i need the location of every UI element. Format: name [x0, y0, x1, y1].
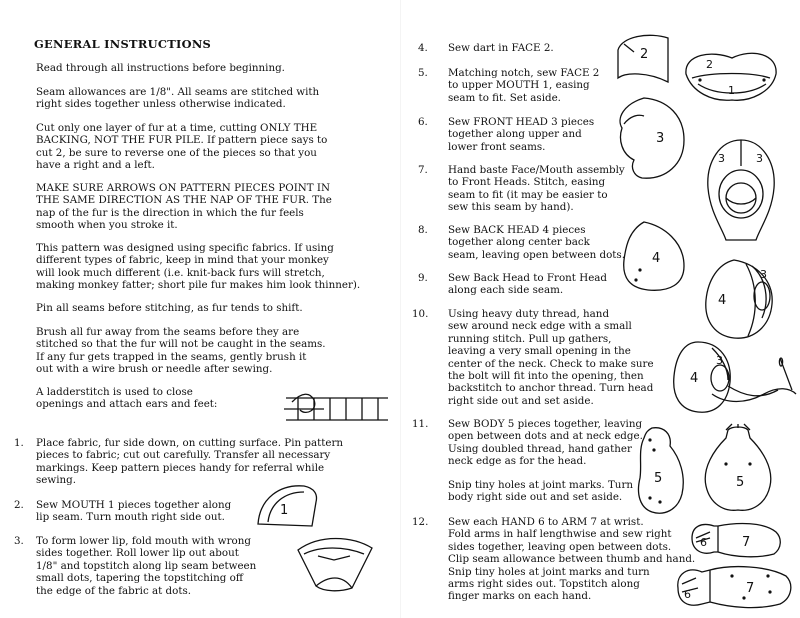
step-text: Sew BODY 5 pieces together, leaving open between dots and at neck edge. Using doubled thread, hand gather neck edge as for the head. — [448, 418, 643, 468]
back-head-label: 4 — [652, 251, 661, 266]
body-label-b: 5 — [736, 475, 745, 490]
joined-head-label-4: 4 — [718, 293, 727, 308]
hand-label-a: 6 — [700, 536, 707, 549]
step-number: 4. — [418, 42, 428, 54]
paragraph-read-through: Read through all instructions before beginning. — [36, 62, 285, 74]
step-number: 1. — [14, 437, 24, 449]
front-head-label: 3 — [656, 131, 665, 146]
step-number: 11. — [412, 418, 429, 430]
face-label: 2 — [640, 47, 649, 62]
hand-arm-figure-bottom — [672, 562, 794, 612]
step-number: 6. — [418, 116, 428, 128]
back-head-pattern-figure — [618, 218, 690, 294]
body-sewn-figure — [698, 424, 778, 514]
step-text: Sew MOUTH 1 pieces together along lip seam. Turn mouth right side out. — [36, 499, 232, 524]
step-text: Matching notch, sew FACE 2 to upper MOUTH 1, easing seam to fit. Set aside. — [448, 67, 600, 104]
mouth-pattern-figure — [254, 480, 320, 532]
page-heading: GENERAL INSTRUCTIONS — [34, 37, 212, 51]
mouth-fold-figure — [290, 530, 380, 598]
paragraph-ladderstitch: A ladderstitch is used to close openings and attach ears and feet: — [36, 386, 218, 411]
step-number: 2. — [14, 499, 24, 511]
step-number: 3. — [14, 535, 24, 547]
step-text: Sew dart in FACE 2. — [448, 42, 554, 54]
hand-arm-figure-top — [688, 518, 784, 560]
step-number: 8. — [418, 224, 428, 236]
paragraph-brush-fur: Brush all fur away from the seams before they are stitched so that the fur will not be caught in the seams. If any fur gets trapped in the seams, gently brush it out with a wire brush or needle after sewing. — [36, 326, 326, 376]
face-mouth-label-2: 2 — [706, 58, 713, 71]
step-text: Snip tiny holes at joint marks. Turn body right side out and set aside. — [448, 479, 633, 504]
paragraph-pin-seams: Pin all seams before stitching, as fur tends to shift. — [36, 302, 303, 314]
step-text: Sew BACK HEAD 4 pieces together along center back seam, leaving open between dots. — [448, 224, 625, 261]
step-text: To form lower lip, fold mouth with wrong sides together. Roll lower lip out about 1/8" and topstitch along lip seam between small dots, tapering the topstitching off the edge of the fabric at dots. — [36, 535, 257, 597]
step-text: Using heavy duty thread, hand sew around neck edge with a small running stitch. Pull up gathers, leaving a very small opening in the center of the neck. Check to make sure the bolt will fit into the opening, then backstitch to anchor thread. Turn head right side out and set aside. — [448, 308, 654, 407]
paragraph-fabrics: This pattern was designed using specific fabrics. If using different types of fabric, keep in mind that your monkey will look much different (i.e. knit-back furs will stretch, making monkey fatter; short pile fur makes him look thinner). — [36, 242, 361, 292]
joined-head-label-3: 3 — [760, 268, 767, 281]
front-head-pattern-figure — [614, 94, 688, 182]
assembly-label-3a: 3 — [718, 152, 725, 165]
step-number: 7. — [418, 164, 428, 176]
neck-label-3: 3 — [716, 354, 723, 367]
paragraph-seam-allowances: Seam allowances are 1/8". All seams are stitched with right sides together unless otherwise indicated. — [36, 86, 320, 111]
step-number: 5. — [418, 67, 428, 79]
step-number: 12. — [412, 516, 429, 528]
arm-label-a: 7 — [742, 535, 751, 550]
step-text: Sew each HAND 6 to ARM 7 at wrist. Fold arms in half lengthwise and sew right sides together, leaving open between dots. Clip seam allowance between thumb and hand. Snip tiny holes at joint marks and turn arms right sides out. Topstitch along finger marks on each hand. — [448, 516, 696, 603]
hand-label-b: 6 — [684, 588, 691, 601]
neck-label-4: 4 — [690, 371, 699, 386]
body-label-a: 5 — [654, 471, 663, 486]
step-text: Hand baste Face/Mouth assembly to Front Heads. Stitch, easing seam to fit (it may be easier to sew this seam by hand). — [448, 164, 625, 214]
face-mouth-label-1: 1 — [728, 84, 735, 97]
head-assembly-figure — [702, 136, 780, 252]
ladderstitch-diagram — [284, 386, 390, 432]
neck-gather-figure — [668, 334, 800, 418]
step-text: Sew FRONT HEAD 3 pieces together along upper and lower front seams. — [448, 116, 595, 153]
paragraph-arrows-nap: MAKE SURE ARROWS ON PATTERN PIECES POINT IN THE SAME DIRECTION AS THE NAP OF THE FUR. The nap of the fur is the direction in which the fur feels smooth when you stroke it. — [36, 182, 332, 232]
arm-label-b: 7 — [746, 581, 755, 596]
face-pattern-figure — [612, 30, 676, 86]
joined-head-figure — [696, 256, 778, 342]
step-number: 9. — [418, 272, 428, 284]
step-number: 10. — [412, 308, 429, 320]
body-pattern-figure — [634, 424, 690, 518]
mouth-label: 1 — [280, 503, 289, 518]
paragraph-cut-fur: Cut only one layer of fur at a time, cutting ONLY THE BACKING, NOT THE FUR PILE. If pattern piece says to cut 2, be sure to reverse one of the pieces so that you have a right and a left. — [36, 122, 328, 172]
right-page — [402, 0, 800, 618]
step-text: Place fabric, fur side down, on cutting surface. Pin pattern pieces to fabric; cut out carefully. Transfer all necessary markings. Keep pattern pieces handy for referral while sewing. — [36, 437, 344, 487]
assembly-label-3b: 3 — [756, 152, 763, 165]
face-mouth-figure — [682, 44, 782, 108]
step-text: Sew Back Head to Front Head along each side seam. — [448, 272, 608, 297]
